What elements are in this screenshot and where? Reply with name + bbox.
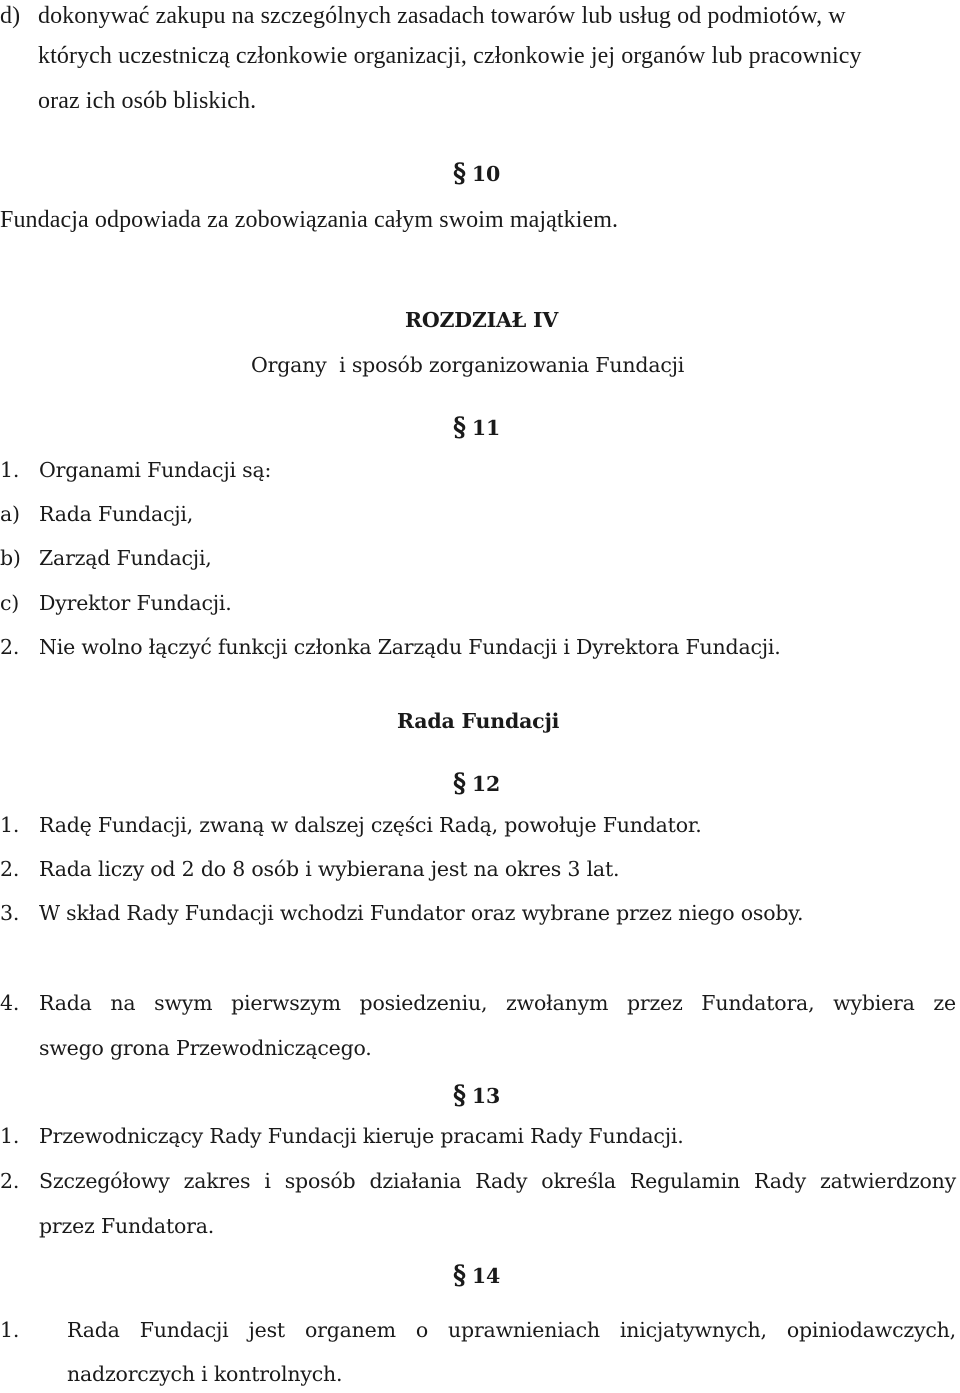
list-marker: 1.	[0, 813, 20, 837]
word: pierwszym	[231, 991, 341, 1015]
word: organem	[304, 1318, 396, 1342]
word: zakres	[183, 1169, 251, 1193]
word: Regulamin	[629, 1169, 740, 1193]
paragraph-12-heading	[453, 767, 501, 798]
section-symbol: §	[453, 1079, 466, 1110]
paragraph-13-heading	[453, 1079, 501, 1110]
paragraph-14-heading	[453, 1259, 501, 1290]
paragraph-number: 12	[471, 772, 501, 796]
word: posiedzeniu,	[359, 991, 488, 1015]
paragraph-13-item-1: Przewodniczący Rady Fundacji kieruje pracami Rady Fundacji.	[39, 1124, 684, 1148]
word: sposób	[284, 1169, 356, 1193]
word: działania	[369, 1169, 462, 1193]
paragraph-10-heading	[453, 157, 501, 188]
paragraph-11-heading	[453, 411, 501, 442]
list-marker: 4.	[0, 991, 20, 1015]
chapter-title: ROZDZIAŁ IV	[405, 308, 559, 332]
item-d-line-3: oraz ich osób bliskich.	[38, 88, 257, 114]
word: zatwierdzony	[820, 1169, 956, 1193]
paragraph-11-item-a: Rada Fundacji,	[39, 502, 194, 526]
paragraph-10-text: Fundacja odpowiada za zobowiązania całym swoim majątkiem.	[0, 207, 619, 233]
word: określa	[541, 1169, 616, 1193]
list-marker: c)	[0, 591, 20, 615]
item-d-line-1: dokonywać zakupu na szczególnych zasadach towarów lub usług od podmiotów, w	[38, 3, 846, 29]
paragraph-12-item-1: Radę Fundacji, zwaną w dalszej części Radą, powołuje Fundator.	[39, 813, 702, 837]
word: Rada	[67, 1318, 120, 1342]
paragraph-11-item-2: Nie wolno łączyć funkcji członka Zarządu Fundacji i Dyrektora Fundacji.	[39, 635, 781, 659]
paragraph-14-item-1-line-1	[67, 1320, 956, 1341]
word: wybiera	[833, 991, 915, 1015]
chapter-subtitle: Organy i sposób zorganizowania Fundacji	[251, 353, 685, 377]
paragraph-12-item-2: Rada liczy od 2 do 8 osób i wybierana jest na okres 3 lat.	[39, 857, 620, 881]
word: inicjatywnych,	[619, 1318, 767, 1342]
paragraph-number: 14	[471, 1264, 501, 1288]
paragraph-12-item-4-line-1	[39, 993, 956, 1014]
list-marker: 2.	[0, 857, 20, 881]
list-marker: 1.	[0, 1124, 20, 1148]
paragraph-13-item-2-line-2: przez Fundatora.	[39, 1214, 215, 1238]
section-symbol: §	[453, 1259, 466, 1290]
word: ze	[933, 991, 956, 1015]
word: o	[415, 1318, 429, 1342]
paragraph-14-item-1-line-2: nadzorczych i kontrolnych.	[67, 1362, 343, 1386]
list-marker: 1.	[0, 1318, 20, 1342]
paragraph-11-item-1: Organami Fundacji są:	[39, 458, 272, 482]
paragraph-12-item-4-line-2: swego grona Przewodniczącego.	[39, 1036, 372, 1060]
word: uprawnieniach	[448, 1318, 600, 1342]
item-d-line-2: których uczestniczą członkowie organizacji, członkowie jej organów lub pracownicy	[38, 43, 862, 69]
list-marker: 2.	[0, 635, 20, 659]
word: swym	[154, 991, 213, 1015]
word: jest	[248, 1318, 285, 1342]
word: Rady	[753, 1169, 807, 1193]
list-marker: 3.	[0, 901, 20, 925]
list-marker: 1.	[0, 458, 20, 482]
word: przez	[626, 991, 683, 1015]
paragraph-number: 11	[471, 416, 501, 440]
section-heading: Rada Fundacji	[397, 709, 560, 733]
word: Fundatora,	[701, 991, 815, 1015]
word: opiniodawczych,	[786, 1318, 956, 1342]
paragraph-12-item-3: W skład Rady Fundacji wchodzi Fundator oraz wybrane przez niego osoby.	[39, 901, 804, 925]
word: Fundacji	[139, 1318, 229, 1342]
section-symbol: §	[453, 411, 466, 442]
section-symbol: §	[453, 767, 466, 798]
word: Rada	[39, 991, 92, 1015]
list-marker: b)	[0, 546, 21, 570]
paragraph-11-item-b: Zarząd Fundacji,	[39, 546, 212, 570]
word: na	[110, 991, 136, 1015]
paragraph-number: 10	[471, 162, 501, 186]
section-symbol: §	[453, 157, 466, 188]
list-marker: 2.	[0, 1169, 20, 1193]
paragraph-11-item-c: Dyrektor Fundacji.	[39, 591, 232, 615]
list-marker: a)	[0, 502, 20, 526]
word: Szczegółowy	[39, 1169, 170, 1193]
word: zwołanym	[506, 991, 609, 1015]
word: Rady	[475, 1169, 528, 1193]
list-marker-d: d)	[0, 3, 21, 29]
word: i	[264, 1169, 271, 1193]
paragraph-number: 13	[471, 1084, 501, 1108]
paragraph-13-item-2-line-1	[39, 1171, 956, 1192]
